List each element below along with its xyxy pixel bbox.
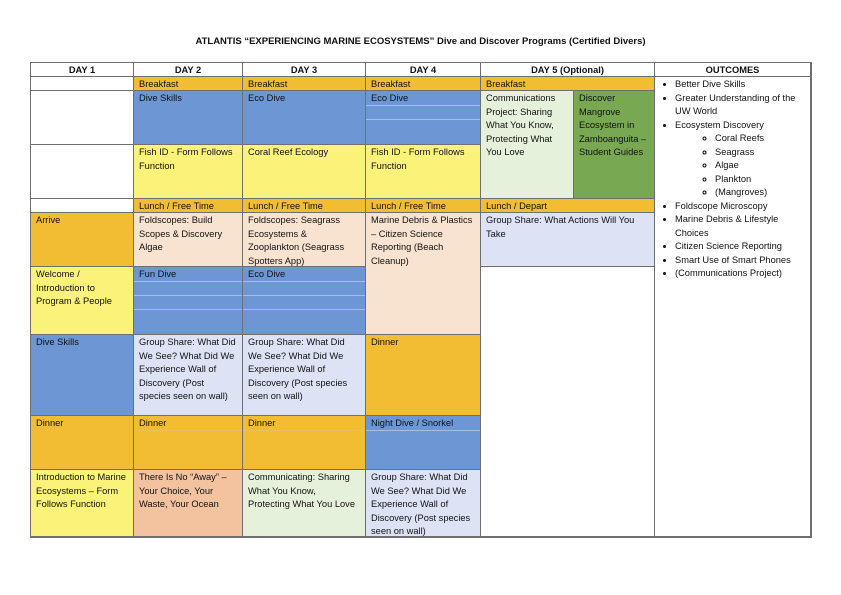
- outcome-sub-item: ◦ Plankton: [715, 173, 806, 187]
- outcome-sub-item: ◦ Algae: [715, 159, 806, 173]
- day5-group-share-text: Group Share: What Actions Will You Take: [486, 215, 635, 239]
- day4-lunch-text: Lunch / Free Time: [371, 201, 446, 211]
- cell-inner-line: [243, 281, 365, 282]
- day3-communicating: [243, 470, 366, 537]
- day1-arrive: [31, 213, 134, 267]
- day1-dive-skills-text: Dive Skills: [36, 337, 79, 347]
- day2-group-share: [134, 335, 243, 416]
- outcome-item: • Better Dive Skills: [675, 78, 806, 92]
- day1-dinner: [31, 416, 134, 470]
- day4-breakfast-text: Breakfast: [371, 79, 411, 89]
- day3-foldscopes: [243, 213, 366, 267]
- header-day3: DAY 3: [243, 63, 366, 77]
- header-day4: DAY 4: [366, 63, 481, 77]
- outcome-item: • Citizen Science Reporting: [675, 240, 806, 254]
- day3-dinner: [243, 416, 366, 470]
- day4-debris-text: Marine Debris & Plastics – Citizen Science Reporting (Beach Cleanup): [371, 215, 473, 266]
- day4-eco-dive-text: Eco Dive: [371, 93, 409, 103]
- day1-empty-2: [31, 91, 134, 145]
- day2-fish-id-text: Fish ID - Form Follows Function: [139, 147, 233, 171]
- day2-fish-id: [134, 145, 243, 199]
- day4-eco-dive: [366, 91, 481, 145]
- day5-empty: [481, 267, 655, 537]
- day1-intro-text: Introduction to Marine Ecosystems – Form Follows Function: [36, 472, 126, 509]
- day1-empty-1: [31, 77, 134, 91]
- day3-eco-dive-text: Eco Dive: [248, 93, 286, 103]
- outcome-item: • Smart Use of Smart Phones: [675, 254, 806, 268]
- day3-communicating-text: Communicating: Sharing What You Know, Protecting What You Love: [248, 472, 355, 509]
- outcome-item: • Marine Debris & Lifestyle Choices: [675, 213, 806, 240]
- day3-dinner-text: Dinner: [248, 418, 276, 428]
- day2-lunch: [134, 199, 243, 213]
- day4-fish-id-text: Fish ID - Form Follows Function: [371, 147, 465, 171]
- outcome-item: • (Communications Project): [675, 267, 806, 281]
- day2-dive-skills-text: Dive Skills: [139, 93, 182, 103]
- cell-inner-line: [366, 119, 480, 120]
- day3-foldscopes-text: Foldscopes: Seagrass Ecosystems & Zooplankton (Seagrass Spotters App): [248, 215, 345, 266]
- outcomes-top-list: [659, 78, 806, 281]
- day3-coral: [243, 145, 366, 199]
- day5-breakfast: [481, 77, 655, 91]
- day2-dive-skills: [134, 91, 243, 145]
- outcome-item: • Foldscope Microscopy: [675, 200, 806, 214]
- day1-intro: [31, 470, 134, 537]
- day1-arrive-text: Arrive: [36, 215, 61, 225]
- day3-breakfast-text: Breakfast: [248, 79, 288, 89]
- day5-lunch: [481, 199, 655, 213]
- day2-dinner: [134, 416, 243, 470]
- day5-lunch-text: Lunch / Depart: [486, 201, 547, 211]
- day2-foldscopes: [134, 213, 243, 267]
- day5-mangrove-text: Discover Mangrove Ecosystem in Zamboanguita – Student Guides: [579, 93, 647, 157]
- day3-eco-dive-2: [243, 267, 366, 335]
- day3-group-share: [243, 335, 366, 416]
- cell-inner-line: [134, 430, 242, 431]
- outcome-sub-item: ◦ (Mangroves): [715, 186, 806, 200]
- day2-fun-dive-text: Fun Dive: [139, 269, 177, 279]
- day1-empty-3: [31, 145, 134, 199]
- header-day1: DAY 1: [31, 63, 134, 77]
- day5-breakfast-text: Breakfast: [486, 79, 526, 89]
- ecosystem-sub-list: [675, 132, 806, 200]
- day5-group-share: [481, 213, 655, 267]
- outcome-sub-item: ◦ Coral Reefs: [715, 132, 806, 146]
- day4-group-share: [366, 470, 481, 537]
- cell-inner-line: [243, 295, 365, 296]
- day4-night-dive-text: Night Dive / Snorkel: [371, 418, 454, 428]
- day2-foldscopes-text: Foldscopes: Build Scopes & Discovery Algae: [139, 215, 223, 252]
- day4-debris: [366, 213, 481, 335]
- day3-coral-text: Coral Reef Ecology: [248, 147, 329, 157]
- day4-lunch: [366, 199, 481, 213]
- day4-dinner-text: Dinner: [371, 337, 399, 347]
- day1-dinner-text: Dinner: [36, 418, 64, 428]
- day3-lunch-text: Lunch / Free Time: [248, 201, 323, 211]
- cell-inner-line: [243, 309, 365, 310]
- day3-lunch: [243, 199, 366, 213]
- document-title: ATLANTIS “EXPERIENCING MARINE ECOSYSTEMS” Dive and Discover Programs (Certified Divers): [195, 36, 646, 47]
- day5-mangrove: [574, 91, 655, 199]
- day2-no-away-text: There Is No “Away” – Your Choice, Your Waste, Your Ocean: [139, 472, 227, 509]
- day5-communications-text: Communications Project: Sharing What You Know, Protecting What You Love: [486, 93, 556, 157]
- header-day5: DAY 5 (Optional): [481, 63, 655, 77]
- day2-breakfast: [134, 77, 243, 91]
- day4-fish-id: [366, 145, 481, 199]
- day1-welcome-text: Welcome / Introduction to Program & People: [36, 269, 112, 306]
- day5-communications: [481, 91, 574, 199]
- day3-eco-dive-2-text: Eco Dive: [248, 269, 286, 279]
- day1-welcome: [31, 267, 134, 335]
- cell-inner-line: [134, 309, 242, 310]
- outcome-item: [675, 119, 806, 200]
- day3-group-share-text: Group Share: What Did We See? What Did We Experience Wall of Discovery (Post species seen on wall): [248, 337, 348, 401]
- day2-dinner-text: Dinner: [139, 418, 167, 428]
- day1-dive-skills: [31, 335, 134, 416]
- day2-group-share-text: Group Share: What Did We See? What Did We Experience Wall of Discovery (Post species seen on wall): [139, 337, 236, 401]
- day3-breakfast: [243, 77, 366, 91]
- outcome-item-text: Ecosystem Discovery: [675, 119, 764, 130]
- day2-fun-dive: [134, 267, 243, 335]
- cell-inner-line: [366, 105, 480, 106]
- day4-group-share-text: Group Share: What Did We See? What Did We Experience Wall of Discovery (Post species seen on wall): [371, 472, 471, 536]
- day2-breakfast-text: Breakfast: [139, 79, 179, 89]
- header-day2: DAY 2: [134, 63, 243, 77]
- outcome-item: • Greater Understanding of the UW World: [675, 92, 806, 119]
- day4-breakfast: [366, 77, 481, 91]
- day2-no-away: [134, 470, 243, 537]
- cell-inner-line: [134, 295, 242, 296]
- day3-eco-dive: [243, 91, 366, 145]
- outcomes-list: [655, 77, 811, 537]
- day2-lunch-text: Lunch / Free Time: [139, 201, 214, 211]
- header-outcomes: OUTCOMES: [655, 63, 811, 77]
- day4-dinner: [366, 335, 481, 416]
- day1-empty-4: [31, 199, 134, 213]
- cell-inner-line: [134, 281, 242, 282]
- outcome-sub-item: ◦ Seagrass: [715, 146, 806, 160]
- cell-inner-line: [243, 430, 365, 431]
- day4-night-dive: [366, 416, 481, 470]
- cell-inner-line: [366, 430, 480, 431]
